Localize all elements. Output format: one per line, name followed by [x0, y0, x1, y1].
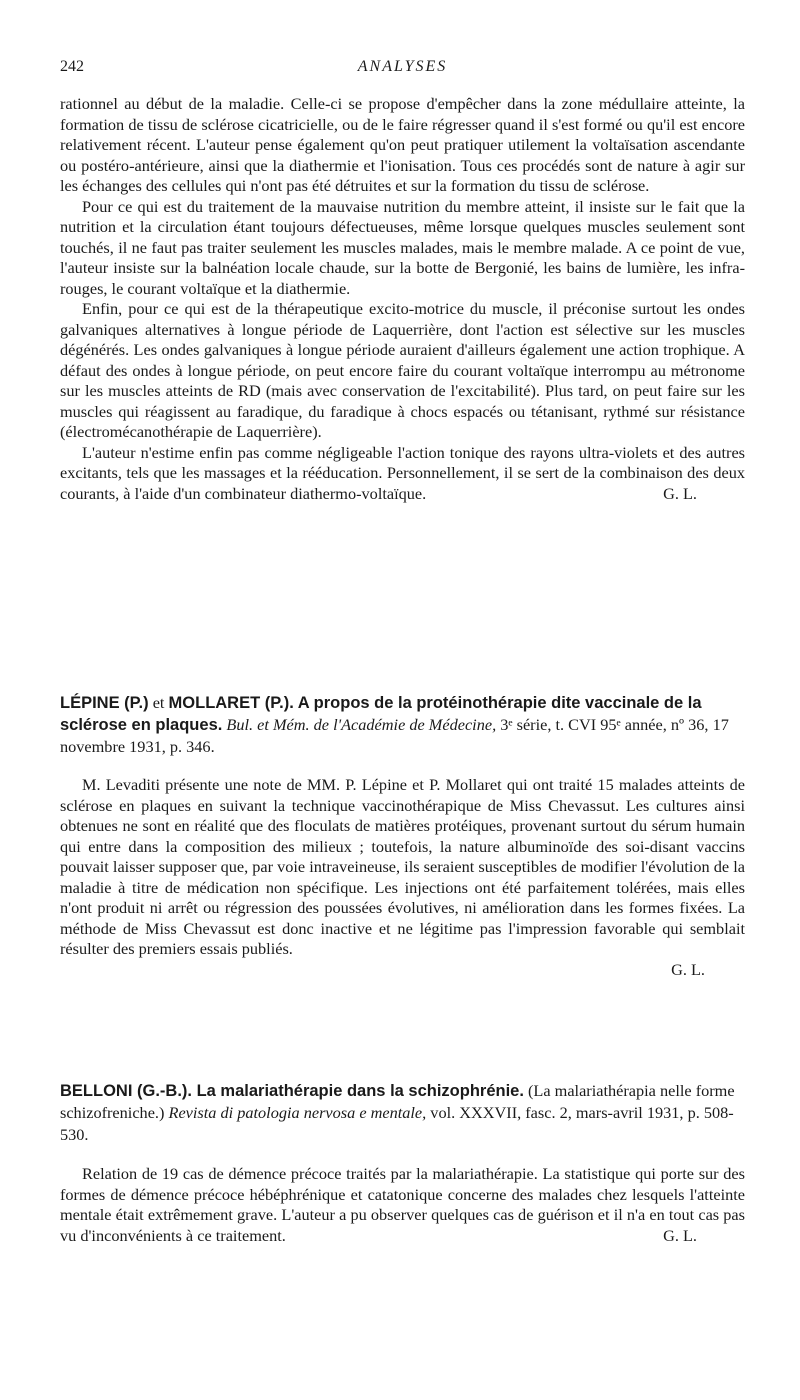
entry-3-body	[60, 1164, 745, 1246]
entry-3-text: Relation de 19 cas de démence précoce traités par la malariathérapie. La statistique qui porte sur des formes de démence précoce hébéphrénique et catatonique concerne des malades chez lesquels l'atteinte mentale était extrêmement grave. L'auteur a pu observer quelques cas de guérison et il n'a en tout cas pas vu d'inconvénients à ce traitement.	[60, 1164, 745, 1245]
entry-2-author-b: MOLLARET (P.).	[168, 694, 294, 712]
entry-3-signature: G. L.	[663, 1225, 697, 1245]
entry-3-original-title: (La malariathérapia nelle forme schizofreniche.)	[60, 1081, 735, 1122]
entry-2-source: Bul. et Mém. de l'Académie de Médecine,	[226, 715, 497, 734]
signature: G. L.	[663, 483, 697, 503]
entry-2-text: M. Levaditi présente une note de MM. P. Lépine et P. Mollaret qui ont traité 15 malades atteints de sclérose en plaques en suivant la technique vaccinothérapique de Miss Chevassut. Les cultures ainsi obtenues ne sont en réalité que des floculats de matières protéiques, provenant surtout du sérum humain qui entre dans la composition des milieux ; toutefois, la nature albuminoïde des soi-disant vaccins pouvait laisser supposer que, par voie intraveineuse, ils seraient susceptibles de modifier l'évolution de la maladie à titre de médication non spécifique. Les injections ont été parfaitement tolérées, mais elles n'ont produit ni arrêt ou régression des poussées évolutives, ni amélioration dans les formes fixées. La méthode de Miss Chevassut est donc inactive et ne légitime pas l'impression favorable qui semblait résulter des premiers essais publiés.	[60, 775, 745, 958]
paragraph: Enfin, pour ce qui est de la thérapeutique excito-motrice du muscle, il préconise surtout les ondes galvaniques alternatives à longue période de Laquerrière, dont l'action est sélective sur les muscles dégénérés. Les ondes galvaniques à longue période auraient d'ailleurs également une action trophique. A défaut des ondes à longue période, on peut encore faire du courant voltaïque interrompu au métronome sur les muscles atteints de RD (mais avec conservation de l'excitabilité). Plus tard, on peut faire sur les muscles qui réagissent au faradique, du faradique à chocs espacés ou tétanisant, rythmé sur résistance (électromécanothérapie de Laquerrière).	[60, 299, 745, 441]
entry-2-author-a: LÉPINE (P.)	[60, 694, 149, 712]
entry-3-authors: BELLONI (G.-B.).	[60, 1082, 192, 1100]
entry-2-conj: et	[148, 693, 169, 712]
entry-2-title: A propos de la protéinothérapie dite vaccinale de la sclérose en plaques.	[60, 694, 702, 734]
paragraph	[60, 443, 745, 505]
entry-3-heading	[60, 1080, 745, 1146]
entry-2-body	[60, 775, 745, 980]
entry-3-title: La malariathérapie dans la schizophrénie.	[191, 1082, 524, 1100]
page-number: 242	[60, 58, 84, 75]
section-1-text	[60, 94, 745, 504]
paragraph: rationnel au début de la maladie. Celle-ci se propose d'empêcher dans la zone médullaire atteinte, la formation de tissu de sclérose cicatricielle, ou de le faire régresser quand il s'est formé ou qu'il est encore relativement récent. L'auteur pense également qu'on peut pratiquer utilement la voltaïsation ascendante ou postéro-antérieure, ainsi que la diathermie et l'ionisation. Tous ces procédés sont de nature à agir sur les échanges des cellules qui n'ont pas été détruites et sur la formation du tissu de sclérose.	[60, 94, 745, 195]
entry-2-heading	[60, 692, 745, 758]
entry-3-source: Revista di patologia nervosa e mentale,	[168, 1103, 427, 1122]
running-title: ANALYSES	[357, 58, 448, 75]
entry-2-details: 3ᵉ série, t. CVI 95ᵉ année, nº 36, 17 novembre 1931, p. 346.	[60, 715, 729, 756]
entry-2-signature: G. L.	[671, 959, 705, 979]
paragraph: Pour ce qui est du traitement de la mauvaise nutrition du membre atteint, il insiste sur le fait que la nutrition et la circulation étant toujours défectueuses, même lorsque quelques muscles seulement sont touchés, il ne faut pas traiter seulement les muscles malades, mais le membre malade. A ce point de vue, l'auteur insiste sur la balnéation locale chaude, sur la botte de Bergonié, les bains de lumière, les infra-rouges, le courant voltaïque et la diathermie.	[60, 196, 745, 298]
running-head	[60, 58, 745, 78]
paragraph-text: L'auteur n'estime enfin pas comme négligeable l'action tonique des rayons ultra-violets et des autres excitants, tels que les massages et la rééducation. Personnellement, il se sert de la combinaison des deux courants, à l'aide d'un combinateur diathermo-voltaïque.	[60, 442, 745, 503]
entry-3-details: vol. XXXVII, fasc. 2, mars-avril 1931, p. 508-530.	[60, 1103, 734, 1144]
